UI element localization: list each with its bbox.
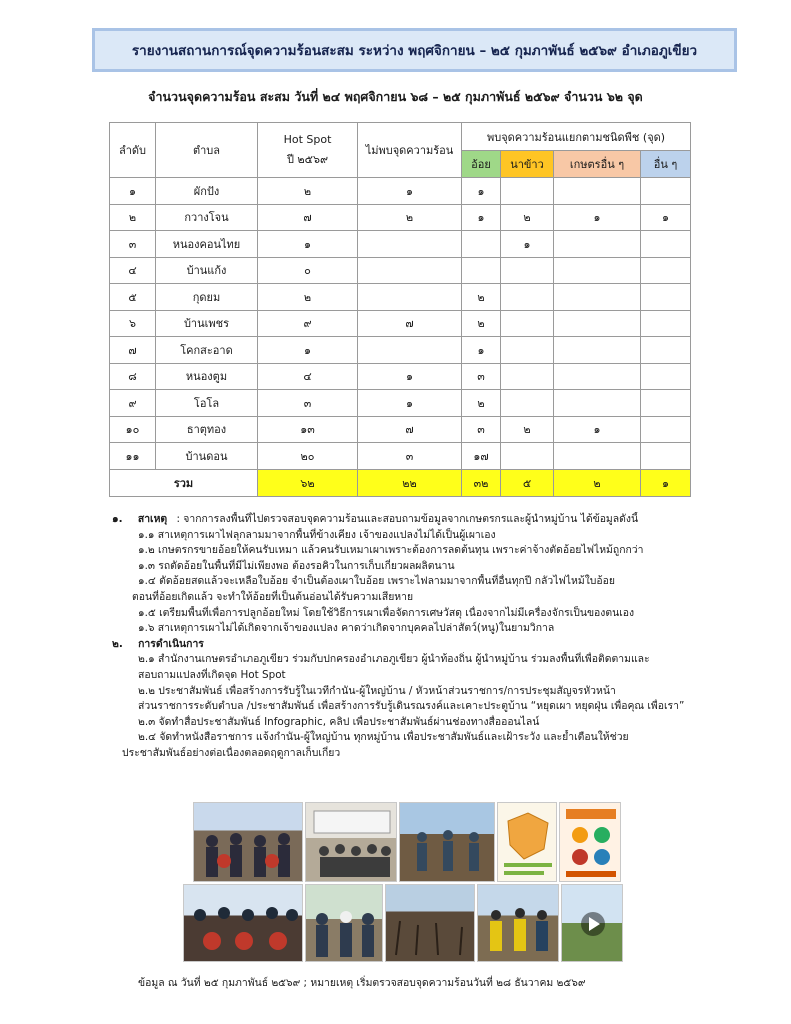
cause-item: ๑.๓ รถตัดอ้อยในพื้นที่มีไม่เพียงพอ ต้องรอคิวในการเก็บเกี่ยวผลผลิตนาน [138,559,455,572]
header-hotspot-line1: Hot Spot [283,132,332,146]
row-rice: ๒ [501,416,554,443]
header-others: อื่น ๆ [641,151,691,178]
causes-intro: : จากการลงพื้นที่ไปตรวจสอบจุดความร้อนและสอบถามข้อมูลจากเกษตรกรและผู้นำหมู่บ้าน ได้ข้อมูลดังนี้ [176,513,639,525]
row-rice: ๑ [501,231,554,258]
row-rice [501,257,554,284]
row-rice [501,178,554,205]
header-sugarcane: อ้อย [462,151,501,178]
causes-title: สาเหตุ [137,513,168,525]
total-others: ๑ [641,469,691,496]
row-number: ๑๐ [110,416,156,443]
row-rice [501,363,554,390]
poster-icon [560,803,621,882]
row-number: ๑๑ [110,443,156,470]
people-icon [400,803,495,882]
causes-number: ๑. [112,513,123,525]
table-row [110,231,691,258]
total-hotspot: ๖๒ [258,469,358,496]
row-hotspot: ๑ [258,337,358,364]
row-subdistrict: บ้านเพชร [156,310,258,337]
row-hotspot: ๑ [258,231,358,258]
row-rice: ๒ [501,204,554,231]
row-subdistrict: บ้านแก้ง [156,257,258,284]
photo-officials-field [477,884,559,962]
play-icon [562,885,623,962]
row-sugarcane: ๓ [462,363,501,390]
row-other-crops [554,178,641,205]
table-row [110,284,691,311]
row-hotspot: ๓ [258,390,358,417]
photo-video-clip [561,884,623,962]
action-item: ๒.๑ สำนักงานเกษตรอำเภอภูเขียว ร่วมกับปกครองอำเภอภูเขียว ผู้นำท้องถิ่น ผู้นำหมู่บ้าน ร่วมลงพื้นที่เพื่อติดตามและ [138,653,650,666]
row-others [641,443,691,470]
causes-heading [112,512,752,528]
row-not-found: ๑ [358,178,462,205]
map-icon [498,803,557,882]
cause-item: ๑.๑ สาเหตุการเผาไฟลุกลามมาจากพื้นที่ข้างเคียง เจ้าของแปลงไม่ได้เป็นผู้เผาเอง [138,528,496,541]
header-other-crops: เกษตรอื่น ๆ [554,151,641,178]
row-sugarcane [462,257,501,284]
report-title-banner [92,28,737,72]
table-row [110,204,691,231]
header-rice: นาข้าว [501,151,554,178]
total-other-crops: ๒ [554,469,641,496]
people-icon [306,803,397,882]
header-no: ลำดับ [110,123,156,178]
row-hotspot: ๑๓ [258,416,358,443]
row-number: ๑ [110,178,156,205]
row-rice [501,310,554,337]
row-not-found: ๒ [358,204,462,231]
cause-item: ๑.๕ เตรียมพื้นที่เพื่อการปลูกอ้อยใหม่ โดยใช้วิธีการเผาเพื่อจัดการเศษวัสดุ เนื่องจากไม่มีเครื่องจักรเป็นของตนเอง [138,606,635,619]
action-item: ๒.๒ ประชาสัมพันธ์ เพื่อสร้างการรับรู้ในเวทีกำนัน-ผู้ใหญ่บ้าน / หัวหน้าส่วนราชการ/การประชุมสัญจรหัวหน้า [138,684,616,697]
row-number: ๒ [110,204,156,231]
action-item: ๒.๔ จัดทำหนังสือราชการ แจ้งกำนัน-ผู้ใหญ่บ้าน ทุกหมู่บ้าน เพื่อประชาสัมพันธ์และเฝ้าระวัง และย้ำเตือนให้ช่วย [138,731,629,744]
report-footer: ข้อมูล ณ วันที่ ๒๕ กุมภาพันธ์ ๒๕๖๙ ; หมายเหตุ เริ่มตรวจสอบจุดความร้อนวันที่ ๒๘ ธันวาคม ๒๕๖๙ [138,977,586,989]
header-subdistrict: ตำบล [156,123,258,178]
report-body [112,512,752,762]
photo-infographic-map [497,802,557,882]
row-not-found: ๗ [358,416,462,443]
row-others [641,337,691,364]
total-not-found: ๒๒ [358,469,462,496]
photo-meeting-hall [305,802,397,882]
table-row [110,416,691,443]
cause-item-continuation: ตอนที่อ้อยเกิดแล้ว จะทำให้อ้อยที่เป็นต้นอ่อนได้รับความเสียหาย [132,590,414,603]
header-hotspot [258,123,358,178]
total-sugarcane: ๓๒ [462,469,501,496]
photo-group-campaign [193,802,303,882]
row-sugarcane: ๓ [462,416,501,443]
row-sugarcane: ๑ [462,337,501,364]
row-hotspot: ๙ [258,310,358,337]
row-hotspot: ๒ [258,178,358,205]
table-row [110,390,691,417]
row-subdistrict: หนองคอนไทย [156,231,258,258]
row-other-crops [554,443,641,470]
row-others [641,231,691,258]
row-rice [501,337,554,364]
row-subdistrict: กวางโจน [156,204,258,231]
row-number: ๓ [110,231,156,258]
people-icon [184,885,303,962]
row-number: ๕ [110,284,156,311]
table-total-row [110,469,691,496]
report-subtitle: จำนวนจุดความร้อน สะสม วันที่ ๒๔ พฤศจิกายน ๖๘ – ๒๕ กุมภาพันธ์ ๒๕๖๙ จำนวน ๖๒ จุด [148,89,643,104]
row-subdistrict: กุดยม [156,284,258,311]
activity-photo-collage [183,802,623,962]
row-hotspot: ๔ [258,363,358,390]
row-others [641,310,691,337]
row-other-crops [554,390,641,417]
row-other-crops: ๑ [554,204,641,231]
actions-title: การดำเนินการ [138,637,204,650]
row-sugarcane: ๒ [462,310,501,337]
row-rice [501,390,554,417]
row-other-crops [554,310,641,337]
row-not-found: ๑ [358,363,462,390]
row-other-crops [554,231,641,258]
row-sugarcane: ๒ [462,390,501,417]
table-row [110,443,691,470]
row-subdistrict: โอโล [156,390,258,417]
action-item-continuation: ประชาสัมพันธ์อย่างต่อเนื่องตลอดฤดูกาลเก็บเกี่ยว [122,746,341,759]
row-other-crops [554,257,641,284]
photo-burnt-field [385,884,475,962]
row-not-found [358,284,462,311]
row-sugarcane: ๒ [462,284,501,311]
row-others [641,363,691,390]
row-others [641,257,691,284]
row-number: ๙ [110,390,156,417]
row-rice [501,284,554,311]
row-hotspot: ๒ [258,284,358,311]
row-not-found [358,231,462,258]
header-hotspot-line2: ปี ๒๕๖๙ [286,152,329,166]
row-others: ๑ [641,204,691,231]
row-rice [501,443,554,470]
total-label: รวม [110,469,258,496]
people-icon [306,885,383,962]
row-not-found: ๓ [358,443,462,470]
total-rice: ๕ [501,469,554,496]
row-subdistrict: ผักปัง [156,178,258,205]
photo-community-visit [305,884,383,962]
row-number: ๖ [110,310,156,337]
row-subdistrict: โคกสะอาด [156,337,258,364]
row-hotspot: ๐ [258,257,358,284]
photo-field-inspection [399,802,495,882]
header-crop-group: พบจุดความร้อนแยกตามชนิดพืช (จุด) [462,123,691,151]
row-number: ๔ [110,257,156,284]
action-item-continuation: ส่วนราชการระดับตำบล /ประชาสัมพันธ์ เพื่อสร้างการรับรู้เดินรณรงค์และเคาะประตูบ้าน “หยุดเผา หยุดฝุ่น เพื่อคุณ เพื่อเรา” [138,700,685,713]
cause-item: ๑.๒ เกษตรกรขายอ้อยให้คนรับเหมา แล้วคนรับเหมาเผาเพราะต้องการลดต้นทุน เพราะค่าจ้างตัดอ้อยไฟไหม้ถูกกว่า [138,544,644,557]
row-not-found [358,257,462,284]
people-icon [194,803,303,882]
table-row [110,257,691,284]
cause-item: ๑.๖ สาเหตุการเผาไม่ได้เกิดจากเจ้าของแปลง คาดว่าเกิดจากบุคคลไปล่าสัตว์(หนู)ในยามวิกาล [138,622,555,635]
row-sugarcane [462,231,501,258]
table-row [110,310,691,337]
row-not-found: ๗ [358,310,462,337]
report-title: รายงานสถานการณ์จุดความร้อนสะสม ระหว่าง พฤศจิกายน – ๒๕ กุมภาพันธ์ ๒๕๖๙ อำเภอภูเขียว [131,43,698,59]
table-body [110,178,691,470]
cause-item: ๑.๔ ตัดอ้อยสดแล้วจะเหลือใบอ้อย จำเป็นต้องเผาใบอ้อย เพราะไฟลามมาจากพื้นที่อื่นทุกปี กลัวไฟไหม้ใบอ้อย [138,575,615,588]
header-not-found: ไม่พบจุดความร้อน [358,123,462,178]
row-subdistrict: ธาตุทอง [156,416,258,443]
table-row [110,337,691,364]
row-subdistrict: บ้านดอน [156,443,258,470]
row-others [641,284,691,311]
row-number: ๘ [110,363,156,390]
row-sugarcane: ๑๗ [462,443,501,470]
row-subdistrict: หนองตูม [156,363,258,390]
row-sugarcane: ๑ [462,204,501,231]
row-hotspot: ๗ [258,204,358,231]
action-item: ๒.๓ จัดทำสื่อประชาสัมพันธ์ Infographic, คลิป เพื่อประชาสัมพันธ์ผ่านช่องทางสื่อออนไลน์ [138,715,540,728]
row-other-crops [554,284,641,311]
actions-number: ๒. [112,637,123,650]
row-others [641,416,691,443]
row-not-found [358,337,462,364]
field-icon [386,885,475,962]
photo-infographic-poster [559,802,621,882]
row-number: ๗ [110,337,156,364]
row-others [641,390,691,417]
row-others [641,178,691,205]
row-sugarcane: ๑ [462,178,501,205]
hotspot-table [109,122,691,497]
table-row [110,363,691,390]
action-item-continuation: สอบถามแปลงที่เกิดจุด Hot Spot [138,668,286,681]
row-hotspot: ๒๐ [258,443,358,470]
people-icon [478,885,559,962]
row-other-crops [554,337,641,364]
table-row [110,178,691,205]
row-other-crops: ๑ [554,416,641,443]
row-not-found: ๑ [358,390,462,417]
photo-team-banner [183,884,303,962]
actions-heading [112,637,752,653]
row-other-crops [554,363,641,390]
